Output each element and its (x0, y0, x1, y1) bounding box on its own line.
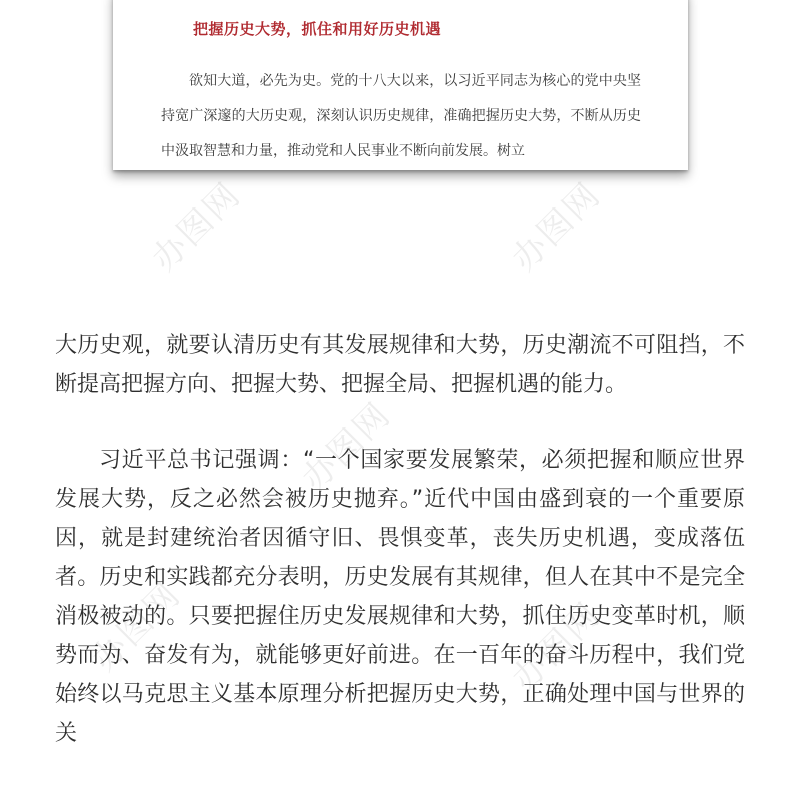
watermark: 办图网 (504, 594, 609, 700)
watermark: 办图网 (294, 394, 399, 500)
article-body (55, 326, 745, 753)
watermark: 办图网 (84, 574, 189, 680)
article-paragraph-2: 习近平总书记强调：“一个国家要发展繁荣，必须把握和顺应世界发展大势，反之必然会被历史抛弃。”近代中国由盛到衰的一个重要原因，就是封建统治者因循守旧、畏惧变革，丧失历史机遇，变成落伍者。历史和实践都充分表明，历史发展有其规律，但人在其中不是完全消极被动的。只要把握住历史发展规律和大势，抓住历史变革时机，顺势而为、奋发有为，就能够更好前进。在一百年的奋斗历程中，我们党始终以马克思主义基本原理分析把握历史大势，正确处理中国与世界的关 (55, 448, 745, 746)
watermark: 办图网 (504, 174, 609, 280)
card-body (161, 64, 641, 169)
watermark: 办图网 (144, 174, 249, 280)
article-paragraph-1: 大历史观，就要认清历史有其发展规律和大势，历史潮流不可阻挡，不断提高把握方向、把握大势、把握全局、把握机遇的能力。 (55, 333, 745, 397)
card-paragraph: 欲知大道，必先为史。党的十八大以来，以习近平同志为核心的党中央坚持宽广深邃的大历史观，深刻认识历史规律，准确把握历史大势，不断从历史中汲取智慧和力量，推动党和人民事业不断向前发展。树立 (161, 73, 641, 159)
card-title: 把握历史大势，抓住和用好历史机遇 (193, 20, 442, 38)
excerpt-card (113, 0, 688, 170)
